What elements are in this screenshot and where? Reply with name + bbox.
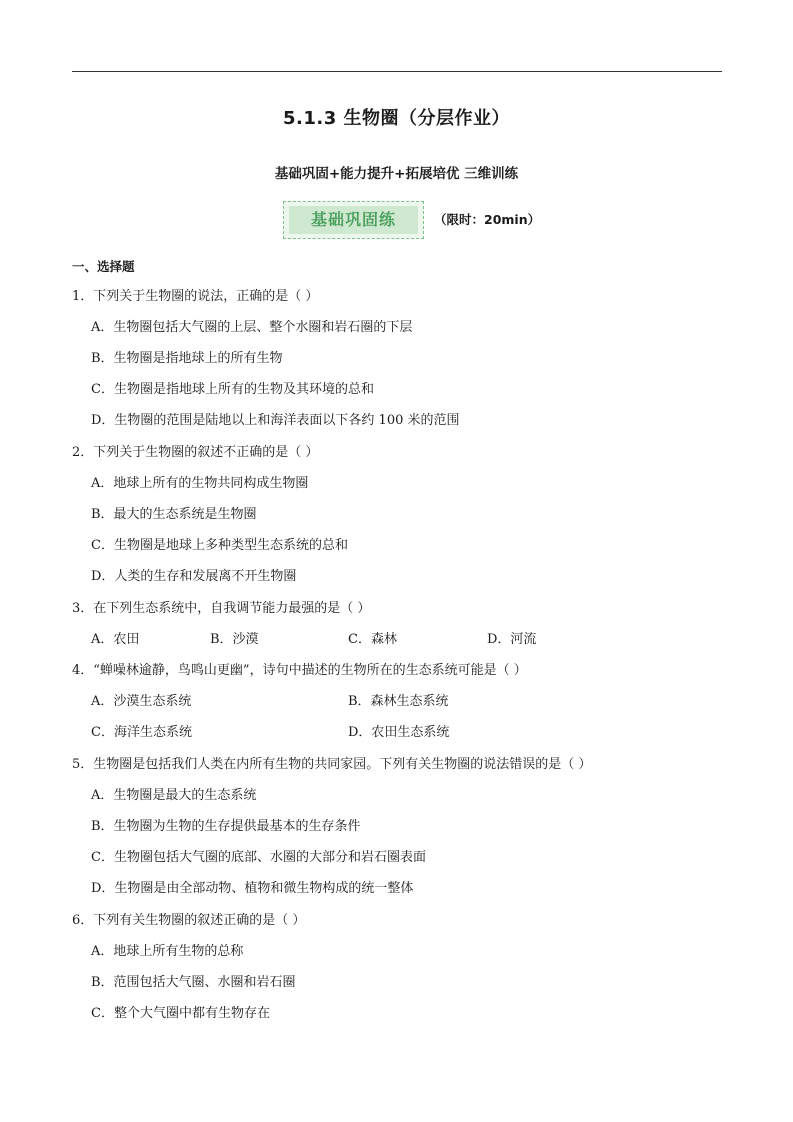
option: C．整个大气圈中都有生物存在 [91, 1006, 270, 1021]
option: C．生物圈是地球上多种类型生态系统的总和 [91, 538, 348, 553]
section-title: 一、选择题 [72, 259, 135, 274]
option: B．范围包括大气圈、水圈和岩石圈 [91, 975, 296, 990]
option: B．最大的生态系统是生物圈 [91, 507, 257, 522]
option: A．生物圈包括大气圈的上层、整个水圈和岩石圈的下层 [91, 320, 413, 335]
question-stem: 6．下列有关生物圈的叙述正确的是（ ） [72, 913, 306, 928]
option: C．生物圈包括大气圈的底部、水圈的大部分和岩石圈表面 [91, 850, 426, 865]
question-stem: 2．下列关于生物圈的叙述不正确的是（ ） [72, 445, 319, 460]
option: B．生物圈是指地球上的所有生物 [91, 351, 283, 366]
question-stem: 3．在下列生态系统中，自我调节能力最强的是（ ） [72, 601, 371, 616]
level-badge: 基础巩固练 [289, 206, 418, 234]
option: A．地球上所有的生物共同构成生物圈 [91, 476, 309, 491]
option: C．海洋生态系统 [91, 725, 192, 740]
page-title: 5.1.3 生物圈（分层作业） [282, 108, 510, 129]
option: A．沙漠生态系统 [91, 694, 192, 709]
level-badge-frame [283, 201, 424, 239]
option: D．生物圈的范围是陆地以上和海洋表面以下各约 100 米的范围 [91, 413, 460, 428]
option: B．森林生态系统 [348, 694, 449, 709]
option: A．地球上所有生物的总称 [91, 944, 244, 959]
header-rule [72, 71, 722, 72]
question-stem: 5．生物圈是包括我们人类在内所有生物的共同家园。下列有关生物圈的说法错误的是（ ） [72, 757, 592, 772]
option: D．生物圈是由全部动物、植物和微生物构成的统一整体 [91, 881, 414, 896]
option: A．农田 [91, 632, 140, 647]
option: A．生物圈是最大的生态系统 [91, 788, 257, 803]
time-limit: （限时：20min） [434, 212, 541, 227]
option: C．森林 [348, 632, 397, 647]
option: B．生物圈为生物的生存提供最基本的生存条件 [91, 819, 361, 834]
question-stem: 4．“蝉噪林逾静，鸟鸣山更幽”，诗句中描述的生物所在的生态系统可能是（ ） [72, 663, 527, 678]
option: D．农田生态系统 [348, 725, 450, 740]
page-subtitle: 基础巩固+能力提升+拓展培优 三维训练 [274, 166, 519, 182]
question-stem: 1．下列关于生物圈的说法，正确的是（ ） [72, 289, 319, 304]
option: D．人类的生存和发展离不开生物圈 [91, 569, 297, 584]
option: D．河流 [487, 632, 537, 647]
option: C．生物圈是指地球上所有的生物及其环境的总和 [91, 382, 374, 397]
option: B．沙漠 [210, 632, 259, 647]
